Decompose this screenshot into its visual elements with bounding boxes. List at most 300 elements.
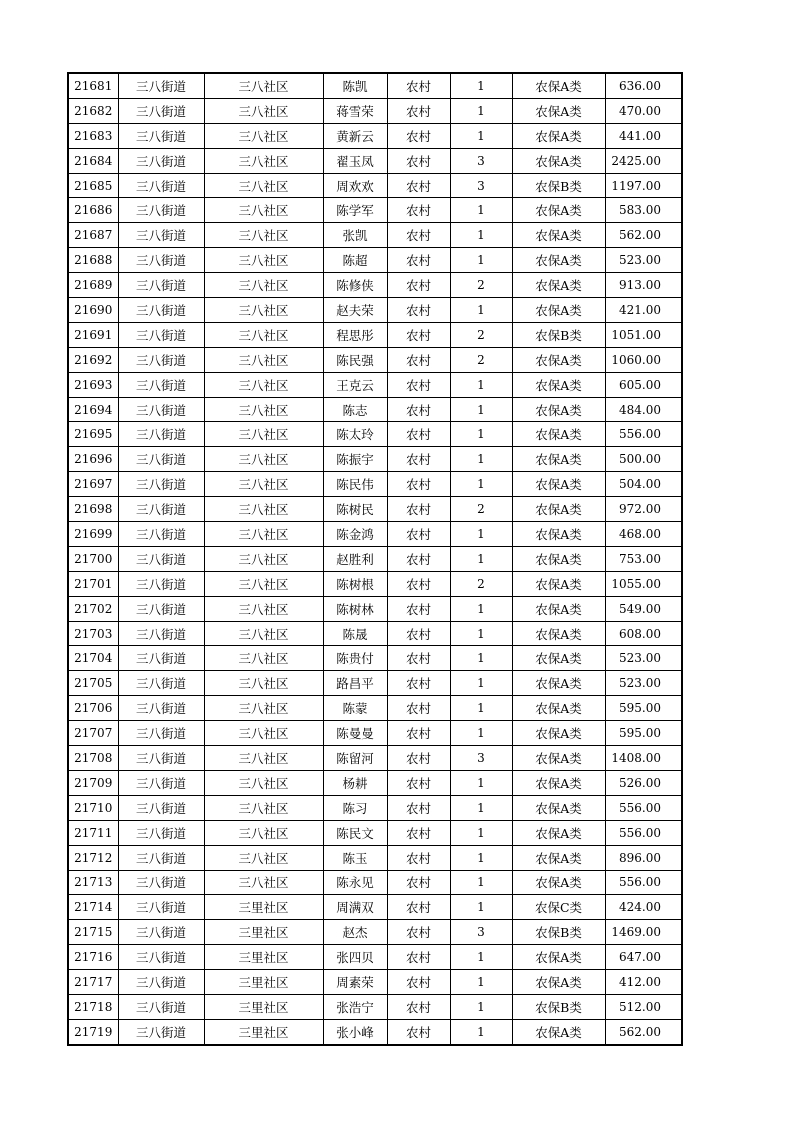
table-row — [68, 895, 682, 920]
street-cell: 三八街道 — [118, 596, 204, 621]
category-cell: 农保A类 — [512, 795, 605, 820]
table-row — [68, 596, 682, 621]
category-cell: 农保A类 — [512, 447, 605, 472]
category-cell: 农保B类 — [512, 920, 605, 945]
community-cell: 三八社区 — [204, 422, 323, 447]
household-count-cell: 2 — [450, 347, 512, 372]
amount-cell: 556.00 — [605, 795, 682, 820]
category-cell: 农保B类 — [512, 322, 605, 347]
serial-number-cell: 21688 — [68, 248, 118, 273]
community-cell: 三八社区 — [204, 870, 323, 895]
table-row — [68, 322, 682, 347]
category-cell: 农保A类 — [512, 223, 605, 248]
community-cell: 三八社区 — [204, 347, 323, 372]
serial-number-cell: 21705 — [68, 671, 118, 696]
amount-cell: 556.00 — [605, 820, 682, 845]
community-cell: 三里社区 — [204, 994, 323, 1019]
street-cell: 三八街道 — [118, 248, 204, 273]
household-count-cell: 1 — [450, 472, 512, 497]
amount-cell: 636.00 — [605, 73, 682, 98]
serial-number-cell: 21690 — [68, 298, 118, 323]
household-count-cell: 1 — [450, 621, 512, 646]
name-cell: 陈曼曼 — [323, 721, 387, 746]
table-row — [68, 671, 682, 696]
serial-number-cell: 21703 — [68, 621, 118, 646]
name-cell: 张小峰 — [323, 1019, 387, 1044]
name-cell: 翟玉凤 — [323, 148, 387, 173]
name-cell: 陈民文 — [323, 820, 387, 845]
category-cell: 农保A类 — [512, 73, 605, 98]
amount-cell: 583.00 — [605, 198, 682, 223]
household-count-cell: 2 — [450, 571, 512, 596]
community-cell: 三八社区 — [204, 322, 323, 347]
amount-cell: 523.00 — [605, 671, 682, 696]
table-row — [68, 571, 682, 596]
street-cell: 三八街道 — [118, 870, 204, 895]
serial-number-cell: 21692 — [68, 347, 118, 372]
street-cell: 三八街道 — [118, 347, 204, 372]
serial-number-cell: 21700 — [68, 546, 118, 571]
household-count-cell: 1 — [450, 870, 512, 895]
household-count-cell: 1 — [450, 721, 512, 746]
community-cell: 三八社区 — [204, 721, 323, 746]
category-cell: 农保A类 — [512, 845, 605, 870]
name-cell: 陈学军 — [323, 198, 387, 223]
category-cell: 农保A类 — [512, 273, 605, 298]
amount-cell: 556.00 — [605, 870, 682, 895]
serial-number-cell: 21684 — [68, 148, 118, 173]
category-cell: 农保A类 — [512, 298, 605, 323]
community-cell: 三八社区 — [204, 596, 323, 621]
table-row — [68, 696, 682, 721]
area-type-cell: 农村 — [387, 546, 450, 571]
area-type-cell: 农村 — [387, 845, 450, 870]
amount-cell: 595.00 — [605, 721, 682, 746]
amount-cell: 647.00 — [605, 945, 682, 970]
serial-number-cell: 21701 — [68, 571, 118, 596]
household-count-cell: 1 — [450, 945, 512, 970]
name-cell: 张凯 — [323, 223, 387, 248]
table-row — [68, 945, 682, 970]
street-cell: 三八街道 — [118, 273, 204, 298]
community-cell: 三八社区 — [204, 397, 323, 422]
street-cell: 三八街道 — [118, 472, 204, 497]
household-count-cell: 1 — [450, 671, 512, 696]
amount-cell: 1469.00 — [605, 920, 682, 945]
serial-number-cell: 21687 — [68, 223, 118, 248]
area-type-cell: 农村 — [387, 198, 450, 223]
serial-number-cell: 21682 — [68, 98, 118, 123]
area-type-cell: 农村 — [387, 721, 450, 746]
name-cell: 陈贵付 — [323, 646, 387, 671]
community-cell: 三八社区 — [204, 372, 323, 397]
amount-cell: 1408.00 — [605, 746, 682, 771]
community-cell: 三八社区 — [204, 248, 323, 273]
amount-cell: 608.00 — [605, 621, 682, 646]
amount-cell: 1197.00 — [605, 173, 682, 198]
community-cell: 三八社区 — [204, 173, 323, 198]
category-cell: 农保A类 — [512, 372, 605, 397]
area-type-cell: 农村 — [387, 347, 450, 372]
category-cell: 农保A类 — [512, 248, 605, 273]
serial-number-cell: 21710 — [68, 795, 118, 820]
table-row — [68, 795, 682, 820]
street-cell: 三八街道 — [118, 770, 204, 795]
table-row — [68, 273, 682, 298]
area-type-cell: 农村 — [387, 73, 450, 98]
table-row — [68, 123, 682, 148]
name-cell: 陈修侠 — [323, 273, 387, 298]
area-type-cell: 农村 — [387, 223, 450, 248]
street-cell: 三八街道 — [118, 173, 204, 198]
community-cell: 三八社区 — [204, 73, 323, 98]
table-row — [68, 397, 682, 422]
table-row — [68, 447, 682, 472]
name-cell: 王克云 — [323, 372, 387, 397]
amount-cell: 421.00 — [605, 298, 682, 323]
street-cell: 三八街道 — [118, 73, 204, 98]
table-row — [68, 721, 682, 746]
household-count-cell: 2 — [450, 322, 512, 347]
area-type-cell: 农村 — [387, 646, 450, 671]
area-type-cell: 农村 — [387, 422, 450, 447]
household-count-cell: 1 — [450, 372, 512, 397]
table-row — [68, 73, 682, 98]
street-cell: 三八街道 — [118, 298, 204, 323]
serial-number-cell: 21704 — [68, 646, 118, 671]
amount-cell: 504.00 — [605, 472, 682, 497]
category-cell: 农保A类 — [512, 497, 605, 522]
community-cell: 三八社区 — [204, 646, 323, 671]
name-cell: 赵胜利 — [323, 546, 387, 571]
amount-cell: 2425.00 — [605, 148, 682, 173]
amount-cell: 470.00 — [605, 98, 682, 123]
household-count-cell: 1 — [450, 248, 512, 273]
street-cell: 三八街道 — [118, 522, 204, 547]
table-row — [68, 845, 682, 870]
table-row — [68, 770, 682, 795]
amount-cell: 526.00 — [605, 770, 682, 795]
street-cell: 三八街道 — [118, 223, 204, 248]
name-cell: 陈民强 — [323, 347, 387, 372]
household-count-cell: 1 — [450, 820, 512, 845]
serial-number-cell: 21716 — [68, 945, 118, 970]
serial-number-cell: 21699 — [68, 522, 118, 547]
street-cell: 三八街道 — [118, 546, 204, 571]
community-cell: 三八社区 — [204, 795, 323, 820]
category-cell: 农保A类 — [512, 721, 605, 746]
category-cell: 农保A类 — [512, 546, 605, 571]
serial-number-cell: 21707 — [68, 721, 118, 746]
household-count-cell: 1 — [450, 73, 512, 98]
household-count-cell: 1 — [450, 98, 512, 123]
community-cell: 三八社区 — [204, 522, 323, 547]
area-type-cell: 农村 — [387, 795, 450, 820]
serial-number-cell: 21691 — [68, 322, 118, 347]
category-cell: 农保A类 — [512, 945, 605, 970]
name-cell: 陈凯 — [323, 73, 387, 98]
household-count-cell: 1 — [450, 994, 512, 1019]
name-cell: 陈超 — [323, 248, 387, 273]
household-count-cell: 1 — [450, 970, 512, 995]
household-count-cell: 1 — [450, 845, 512, 870]
amount-cell: 500.00 — [605, 447, 682, 472]
street-cell: 三八街道 — [118, 372, 204, 397]
table-row — [68, 223, 682, 248]
name-cell: 周欢欢 — [323, 173, 387, 198]
serial-number-cell: 21711 — [68, 820, 118, 845]
category-cell: 农保A类 — [512, 870, 605, 895]
street-cell: 三八街道 — [118, 646, 204, 671]
amount-cell: 468.00 — [605, 522, 682, 547]
community-cell: 三八社区 — [204, 447, 323, 472]
serial-number-cell: 21696 — [68, 447, 118, 472]
street-cell: 三八街道 — [118, 422, 204, 447]
category-cell: 农保B类 — [512, 994, 605, 1019]
table-row — [68, 870, 682, 895]
table-row — [68, 372, 682, 397]
name-cell: 赵夫荣 — [323, 298, 387, 323]
amount-cell: 1055.00 — [605, 571, 682, 596]
amount-cell: 441.00 — [605, 123, 682, 148]
area-type-cell: 农村 — [387, 746, 450, 771]
serial-number-cell: 21714 — [68, 895, 118, 920]
household-count-cell: 1 — [450, 123, 512, 148]
household-count-cell: 2 — [450, 273, 512, 298]
area-type-cell: 农村 — [387, 248, 450, 273]
name-cell: 张浩宁 — [323, 994, 387, 1019]
category-cell: 农保A类 — [512, 571, 605, 596]
serial-number-cell: 21719 — [68, 1019, 118, 1044]
street-cell: 三八街道 — [118, 945, 204, 970]
street-cell: 三八街道 — [118, 795, 204, 820]
amount-cell: 412.00 — [605, 970, 682, 995]
community-cell: 三八社区 — [204, 746, 323, 771]
street-cell: 三八街道 — [118, 721, 204, 746]
street-cell: 三八街道 — [118, 621, 204, 646]
area-type-cell: 农村 — [387, 397, 450, 422]
name-cell: 路昌平 — [323, 671, 387, 696]
area-type-cell: 农村 — [387, 571, 450, 596]
table-row — [68, 994, 682, 1019]
table-row — [68, 920, 682, 945]
area-type-cell: 农村 — [387, 870, 450, 895]
category-cell: 农保B类 — [512, 173, 605, 198]
amount-cell: 562.00 — [605, 223, 682, 248]
name-cell: 陈留河 — [323, 746, 387, 771]
table-row — [68, 173, 682, 198]
area-type-cell: 农村 — [387, 994, 450, 1019]
serial-number-cell: 21695 — [68, 422, 118, 447]
area-type-cell: 农村 — [387, 173, 450, 198]
category-cell: 农保A类 — [512, 123, 605, 148]
category-cell: 农保A类 — [512, 646, 605, 671]
area-type-cell: 农村 — [387, 945, 450, 970]
community-cell: 三八社区 — [204, 148, 323, 173]
table-body — [68, 73, 682, 1045]
name-cell: 陈蒙 — [323, 696, 387, 721]
street-cell: 三八街道 — [118, 845, 204, 870]
household-count-cell: 1 — [450, 422, 512, 447]
community-cell: 三八社区 — [204, 546, 323, 571]
amount-cell: 523.00 — [605, 646, 682, 671]
area-type-cell: 农村 — [387, 970, 450, 995]
name-cell: 张四贝 — [323, 945, 387, 970]
household-count-cell: 1 — [450, 223, 512, 248]
household-count-cell: 1 — [450, 522, 512, 547]
category-cell: 农保A类 — [512, 820, 605, 845]
serial-number-cell: 21681 — [68, 73, 118, 98]
name-cell: 陈永见 — [323, 870, 387, 895]
table-row — [68, 248, 682, 273]
street-cell: 三八街道 — [118, 746, 204, 771]
amount-cell: 562.00 — [605, 1019, 682, 1044]
category-cell: 农保A类 — [512, 98, 605, 123]
street-cell: 三八街道 — [118, 920, 204, 945]
amount-cell: 896.00 — [605, 845, 682, 870]
serial-number-cell: 21685 — [68, 173, 118, 198]
serial-number-cell: 21686 — [68, 198, 118, 223]
area-type-cell: 农村 — [387, 696, 450, 721]
serial-number-cell: 21683 — [68, 123, 118, 148]
table-row — [68, 472, 682, 497]
community-cell: 三八社区 — [204, 98, 323, 123]
category-cell: 农保A类 — [512, 422, 605, 447]
street-cell: 三八街道 — [118, 123, 204, 148]
name-cell: 陈志 — [323, 397, 387, 422]
street-cell: 三八街道 — [118, 895, 204, 920]
street-cell: 三八街道 — [118, 970, 204, 995]
household-count-cell: 1 — [450, 646, 512, 671]
household-count-cell: 1 — [450, 596, 512, 621]
serial-number-cell: 21715 — [68, 920, 118, 945]
amount-cell: 972.00 — [605, 497, 682, 522]
category-cell: 农保A类 — [512, 148, 605, 173]
household-count-cell: 1 — [450, 298, 512, 323]
table-row — [68, 98, 682, 123]
name-cell: 陈振宇 — [323, 447, 387, 472]
name-cell: 陈晟 — [323, 621, 387, 646]
name-cell: 陈民伟 — [323, 472, 387, 497]
area-type-cell: 农村 — [387, 472, 450, 497]
area-type-cell: 农村 — [387, 98, 450, 123]
household-count-cell: 1 — [450, 770, 512, 795]
street-cell: 三八街道 — [118, 497, 204, 522]
amount-cell: 595.00 — [605, 696, 682, 721]
serial-number-cell: 21718 — [68, 994, 118, 1019]
community-cell: 三八社区 — [204, 820, 323, 845]
table-row — [68, 820, 682, 845]
serial-number-cell: 21712 — [68, 845, 118, 870]
area-type-cell: 农村 — [387, 497, 450, 522]
serial-number-cell: 21708 — [68, 746, 118, 771]
amount-cell: 605.00 — [605, 372, 682, 397]
name-cell: 陈树根 — [323, 571, 387, 596]
serial-number-cell: 21717 — [68, 970, 118, 995]
community-cell: 三八社区 — [204, 497, 323, 522]
household-count-cell: 1 — [450, 1019, 512, 1044]
community-cell: 三八社区 — [204, 298, 323, 323]
community-cell: 三八社区 — [204, 770, 323, 795]
household-count-cell: 1 — [450, 397, 512, 422]
category-cell: 农保A类 — [512, 198, 605, 223]
table-row — [68, 148, 682, 173]
community-cell: 三八社区 — [204, 198, 323, 223]
street-cell: 三八街道 — [118, 98, 204, 123]
community-cell: 三里社区 — [204, 895, 323, 920]
table-row — [68, 422, 682, 447]
category-cell: 农保A类 — [512, 970, 605, 995]
name-cell: 陈树林 — [323, 596, 387, 621]
area-type-cell: 农村 — [387, 621, 450, 646]
area-type-cell: 农村 — [387, 1019, 450, 1044]
amount-cell: 523.00 — [605, 248, 682, 273]
amount-cell: 913.00 — [605, 273, 682, 298]
name-cell: 杨耕 — [323, 770, 387, 795]
table-row — [68, 198, 682, 223]
area-type-cell: 农村 — [387, 522, 450, 547]
name-cell: 周满双 — [323, 895, 387, 920]
serial-number-cell: 21702 — [68, 596, 118, 621]
serial-number-cell: 21694 — [68, 397, 118, 422]
area-type-cell: 农村 — [387, 298, 450, 323]
name-cell: 黄新云 — [323, 123, 387, 148]
table-row — [68, 970, 682, 995]
area-type-cell: 农村 — [387, 447, 450, 472]
amount-cell: 512.00 — [605, 994, 682, 1019]
household-count-cell: 1 — [450, 198, 512, 223]
street-cell: 三八街道 — [118, 322, 204, 347]
category-cell: 农保C类 — [512, 895, 605, 920]
serial-number-cell: 21706 — [68, 696, 118, 721]
name-cell: 赵杰 — [323, 920, 387, 945]
category-cell: 农保A类 — [512, 696, 605, 721]
name-cell: 蒋雪荣 — [323, 98, 387, 123]
community-cell: 三八社区 — [204, 123, 323, 148]
area-type-cell: 农村 — [387, 895, 450, 920]
table-row — [68, 546, 682, 571]
serial-number-cell: 21709 — [68, 770, 118, 795]
street-cell: 三八街道 — [118, 397, 204, 422]
name-cell: 陈习 — [323, 795, 387, 820]
household-count-cell: 3 — [450, 920, 512, 945]
area-type-cell: 农村 — [387, 148, 450, 173]
street-cell: 三八街道 — [118, 820, 204, 845]
community-cell: 三八社区 — [204, 696, 323, 721]
name-cell: 陈金鸿 — [323, 522, 387, 547]
table-row — [68, 347, 682, 372]
name-cell: 程思彤 — [323, 322, 387, 347]
area-type-cell: 农村 — [387, 273, 450, 298]
household-count-cell: 1 — [450, 895, 512, 920]
area-type-cell: 农村 — [387, 820, 450, 845]
community-cell: 三八社区 — [204, 571, 323, 596]
table-row — [68, 646, 682, 671]
street-cell: 三八街道 — [118, 447, 204, 472]
community-cell: 三里社区 — [204, 945, 323, 970]
community-cell: 三里社区 — [204, 970, 323, 995]
community-cell: 三八社区 — [204, 273, 323, 298]
household-count-cell: 3 — [450, 148, 512, 173]
area-type-cell: 农村 — [387, 123, 450, 148]
area-type-cell: 农村 — [387, 322, 450, 347]
table-row — [68, 1019, 682, 1044]
community-cell: 三里社区 — [204, 1019, 323, 1044]
household-count-cell: 3 — [450, 746, 512, 771]
household-count-cell: 2 — [450, 497, 512, 522]
amount-cell: 1051.00 — [605, 322, 682, 347]
category-cell: 农保A类 — [512, 472, 605, 497]
